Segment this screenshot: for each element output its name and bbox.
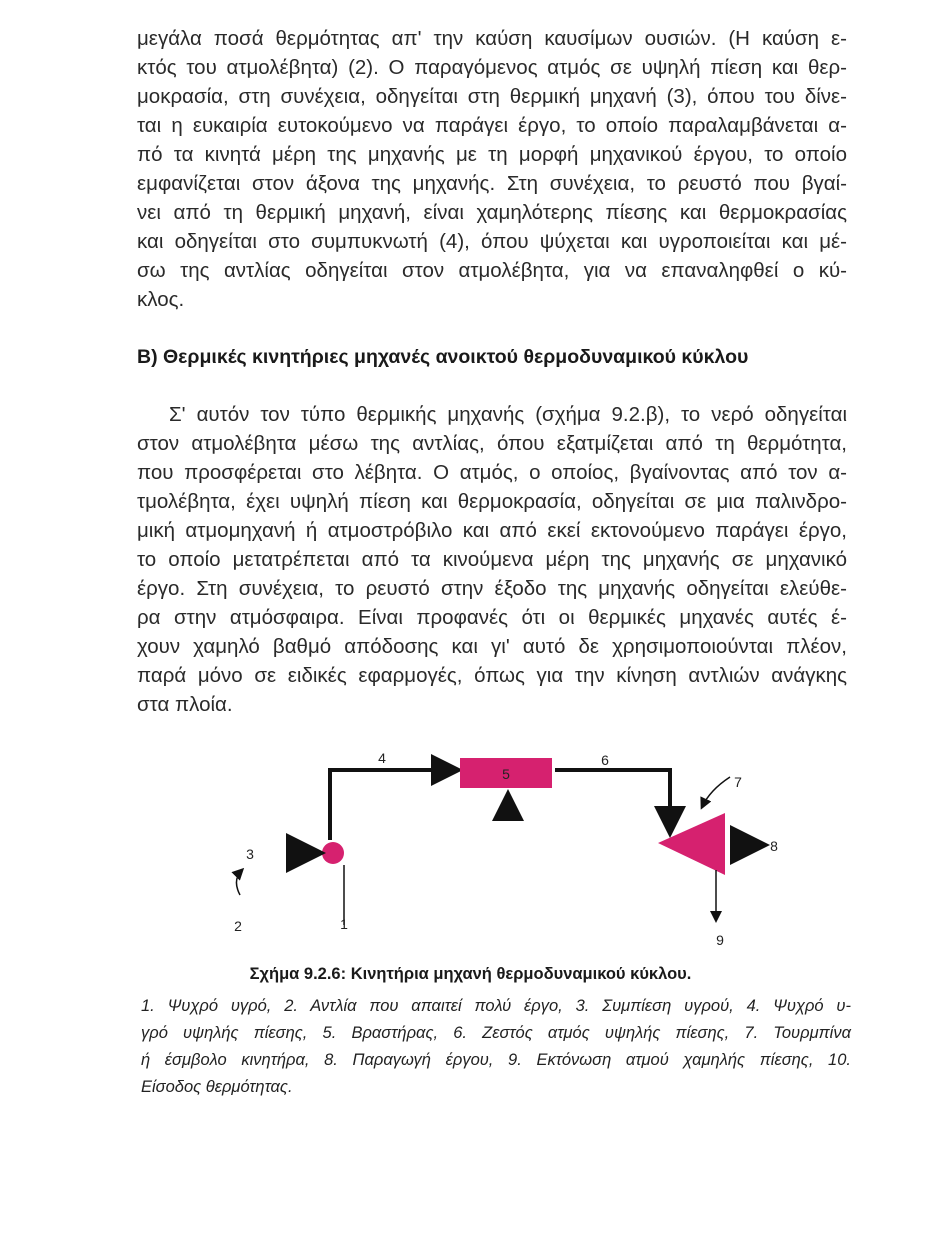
text-line: Σ' αυτόν τον τύπο θερμικής μηχανής (σχήμα 9.2.β), το νερό οδηγείται: [169, 403, 847, 426]
text-line: μεγάλα ποσά θερμότητας απ' την καύση καυσίμων ουσιών. (Η καύση ε-: [137, 27, 847, 50]
text-line: κλος.: [137, 288, 185, 311]
text-line: χουν χαμηλό βαθμό απόδοσης και γι' αυτό δε χρησιμοποιούνται πλέον,: [137, 635, 847, 658]
label-7: 7: [734, 774, 742, 790]
text-line: ται η ευκαιρία ευτοκούμενο να παράγει έργο, το οποίο παραλαμβάνεται α-: [137, 114, 847, 137]
caption-line: Είσοδος θερμότητας.: [141, 1078, 293, 1096]
caption-line: 1. Ψυχρό υγρό, 2. Αντλία που απαιτεί πολύ έργο, 3. Συμπίεση υγρού, 4. Ψυχρό υ-: [141, 997, 851, 1015]
text-line: το οποίο μετατρέπεται από τα κινούμενα μέρη της μηχανής σε μηχανικό: [137, 548, 847, 571]
caption-line: ή έσμβολο κινητήρα, 8. Παραγωγή έργου, 9. Εκτόνωση ατμού χαμηλής πίεσης, 10.: [141, 1051, 851, 1069]
text-line: ρα στην ατμόσφαιρα. Είναι προφανές ότι οι θερμικές μηχανές αυτές έ-: [137, 606, 847, 629]
section-heading: Β) Θερμικές κινητήριες μηχανές ανοικτού θερμοδυναμικού κύκλου: [137, 346, 749, 368]
label-3: 3: [246, 846, 254, 862]
pump-pointer: [236, 870, 242, 895]
text-line: έργο. Στη συνέχεια, το ρευστό στην έξοδο της μηχανής οδηγείται ελεύθε-: [137, 577, 847, 600]
pipe-cold-high-pressure: [330, 770, 455, 840]
label-1: 1: [340, 916, 348, 932]
label-4: 4: [378, 750, 386, 766]
text-line: κτός του ατμολέβητα) (2). Ο παραγόμενος ατμός σε υψηλή πίεση και θερ-: [137, 56, 847, 79]
text-line: εμφανίζεται στον άξονα της μηχανής. Στη συνέχεια, το ρευστό που βγαί-: [137, 172, 847, 195]
label-5: 5: [502, 766, 510, 782]
figure-caption-title: Σχήμα 9.2.6: Κινητήρια μηχανή θερμοδυναμικού κύκλου.: [249, 965, 692, 983]
label-2: 2: [234, 918, 242, 934]
text-line: σω της αντλίας οδηγείται στον ατμολέβητα, για να επαναληφθεί ο κύ-: [137, 259, 847, 282]
caption-line: γρό υψηλής πίεσης, 5. Βραστήρας, 6. Ζεστός ατμός υψηλής πίεσης, 7. Τουρμπίνα: [141, 1024, 851, 1042]
label-9: 9: [716, 932, 724, 948]
figure-caption: [141, 993, 851, 1101]
text-line: στα πλοία.: [137, 693, 233, 716]
top-paragraph: [137, 24, 847, 314]
label-8: 8: [770, 838, 778, 854]
pipe-hot-steam: [555, 770, 670, 830]
text-line: στον ατμολέβητα μέσω της αντλίας, όπου εξατμίζεται από τη θερμότητα,: [137, 432, 847, 455]
text-line: και οδηγείται στο συμπυκνωτή (4), όπου ψύχεται και υγροποιείται και μέ-: [137, 230, 847, 253]
text-line: μική ατμομηχανή ή ατμοστρόβιλο και από εκεί εκτονούμενο παράγει έργο,: [137, 519, 847, 542]
text-line: μοκρασία, στη συνέχεια, οδηγείται στη θερμική μηχανή (3), όπου του δίνε-: [137, 85, 847, 108]
turbine-pointer: [702, 777, 730, 807]
text-line: τμολέβητα, έχει υψηλή πίεση και θερμοκρασία, οδηγείται σε μια παλινδρο-: [137, 490, 847, 513]
pump-icon: [322, 842, 344, 864]
text-line: παρά μόνο σε ειδικές εφαρμογές, όπως για την κίνηση αντλιών ανάγκης: [137, 664, 847, 687]
second-paragraph: [137, 400, 847, 719]
text-line: νει από τη θερμική μηχανή, είναι χαμηλότερης πίεσης και θερμοκρασίας: [137, 201, 847, 224]
text-line: που προσφέρεται στο λέβητα. Ο ατμός, ο οποίος, βγαίνοντας από τον α-: [137, 461, 847, 484]
text-line: πό τα κινητά μέρη της μηχανής με τη μορφή μηχανικού έργου, το οποίο: [137, 143, 847, 166]
thermodynamic-cycle-diagram: [210, 745, 810, 960]
label-6: 6: [601, 752, 609, 768]
